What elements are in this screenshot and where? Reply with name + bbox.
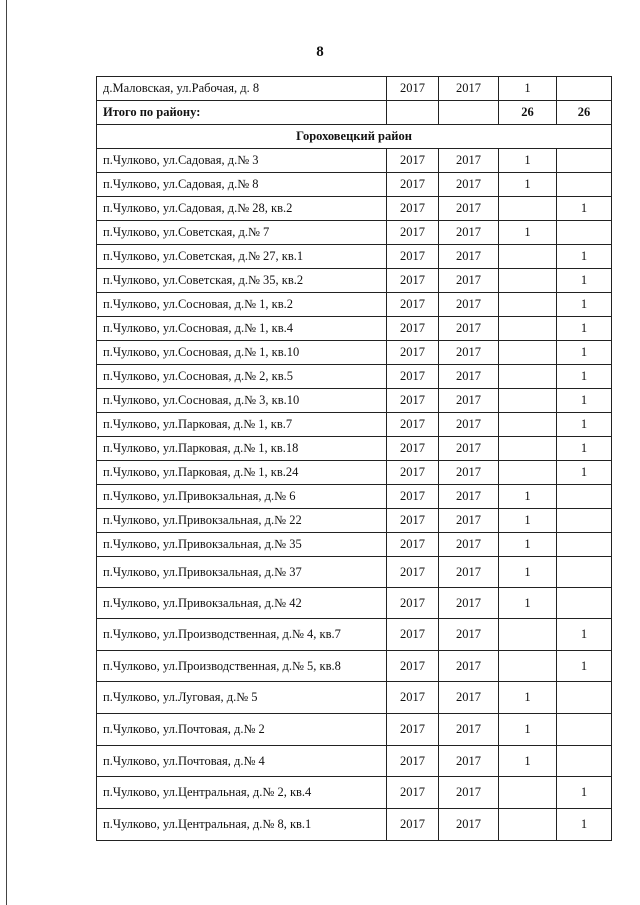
count-a-cell — [499, 365, 557, 389]
table-row — [97, 149, 612, 173]
count-b-cell: 1 — [557, 809, 612, 841]
year-end-cell: 2017 — [439, 746, 499, 777]
section-title: Гороховецкий район — [97, 125, 612, 149]
address-cell: п.Чулково, ул.Садовая, д.№ 8 — [97, 173, 387, 197]
count-a-cell — [499, 197, 557, 221]
year-end-cell: 2017 — [439, 682, 499, 714]
year-start-cell: 2017 — [387, 437, 439, 461]
count-a-cell: 1 — [499, 682, 557, 714]
count-a-cell — [499, 293, 557, 317]
year-end-cell: 2017 — [439, 413, 499, 437]
count-a-cell: 1 — [499, 588, 557, 619]
year-start-cell: 2017 — [387, 269, 439, 293]
address-cell: п.Чулково, ул.Сосновая, д.№ 3, кв.10 — [97, 389, 387, 413]
address-cell: п.Чулково, ул.Центральная, д.№ 2, кв.4 — [97, 777, 387, 809]
table-row — [97, 533, 612, 557]
year-start-cell: 2017 — [387, 389, 439, 413]
count-b-cell: 1 — [557, 269, 612, 293]
table-row — [97, 619, 612, 651]
year-end-cell: 2017 — [439, 809, 499, 841]
count-a-cell — [499, 389, 557, 413]
address-cell: п.Чулково, ул.Сосновая, д.№ 2, кв.5 — [97, 365, 387, 389]
year-start-cell: 2017 — [387, 714, 439, 746]
year-start-cell: 2017 — [387, 341, 439, 365]
year-end-cell: 2017 — [439, 317, 499, 341]
year-start-cell: 2017 — [387, 651, 439, 682]
year-start-cell: 2017 — [387, 293, 439, 317]
table-row — [97, 509, 612, 533]
total-count-b: 26 — [557, 101, 612, 125]
count-a-cell — [499, 651, 557, 682]
year-start-cell: 2017 — [387, 619, 439, 651]
count-b-cell — [557, 221, 612, 245]
count-b-cell — [557, 77, 612, 101]
table-row — [97, 809, 612, 841]
year-start-cell: 2017 — [387, 221, 439, 245]
total-count-a: 26 — [499, 101, 557, 125]
year-end-cell: 2017 — [439, 533, 499, 557]
address-cell: п.Чулково, ул.Сосновая, д.№ 1, кв.4 — [97, 317, 387, 341]
year-end-cell: 2017 — [439, 77, 499, 101]
year-end-cell: 2017 — [439, 389, 499, 413]
count-a-cell — [499, 245, 557, 269]
year-end-cell: 2017 — [439, 365, 499, 389]
year-start-cell: 2017 — [387, 77, 439, 101]
year-end-cell: 2017 — [439, 588, 499, 619]
year-start-cell: 2017 — [387, 588, 439, 619]
year-end-cell: 2017 — [439, 437, 499, 461]
year-start-cell: 2017 — [387, 365, 439, 389]
count-b-cell: 1 — [557, 619, 612, 651]
table-row — [97, 365, 612, 389]
count-a-cell: 1 — [499, 149, 557, 173]
count-b-cell: 1 — [557, 245, 612, 269]
year-start-cell: 2017 — [387, 317, 439, 341]
total-empty-cell — [439, 101, 499, 125]
count-a-cell — [499, 437, 557, 461]
count-b-cell: 1 — [557, 197, 612, 221]
year-end-cell: 2017 — [439, 619, 499, 651]
year-start-cell: 2017 — [387, 485, 439, 509]
count-b-cell — [557, 682, 612, 714]
count-a-cell: 1 — [499, 221, 557, 245]
address-cell: п.Чулково, ул.Привокзальная, д.№ 22 — [97, 509, 387, 533]
year-start-cell: 2017 — [387, 746, 439, 777]
year-end-cell: 2017 — [439, 221, 499, 245]
table-row — [97, 557, 612, 588]
table-row — [97, 777, 612, 809]
table-body — [97, 77, 612, 841]
year-end-cell: 2017 — [439, 173, 499, 197]
address-cell: п.Чулково, ул.Привокзальная, д.№ 37 — [97, 557, 387, 588]
count-a-cell: 1 — [499, 173, 557, 197]
year-end-cell: 2017 — [439, 777, 499, 809]
table-row — [97, 197, 612, 221]
total-label: Итого по району: — [97, 101, 387, 125]
count-b-cell: 1 — [557, 461, 612, 485]
table-row — [97, 317, 612, 341]
year-end-cell: 2017 — [439, 651, 499, 682]
count-b-cell — [557, 714, 612, 746]
year-start-cell: 2017 — [387, 149, 439, 173]
count-b-cell — [557, 173, 612, 197]
table-row — [97, 588, 612, 619]
count-a-cell: 1 — [499, 557, 557, 588]
count-a-cell: 1 — [499, 485, 557, 509]
table-row — [97, 293, 612, 317]
table-row — [97, 341, 612, 365]
count-b-cell — [557, 746, 612, 777]
count-b-cell — [557, 533, 612, 557]
count-a-cell — [499, 777, 557, 809]
year-start-cell: 2017 — [387, 557, 439, 588]
count-a-cell: 1 — [499, 746, 557, 777]
address-cell: п.Чулково, ул.Привокзальная, д.№ 35 — [97, 533, 387, 557]
table-row — [97, 269, 612, 293]
address-cell: д.Маловская, ул.Рабочая, д. 8 — [97, 77, 387, 101]
year-end-cell: 2017 — [439, 485, 499, 509]
count-b-cell: 1 — [557, 293, 612, 317]
address-cell: п.Чулково, ул.Парковая, д.№ 1, кв.24 — [97, 461, 387, 485]
count-a-cell — [499, 341, 557, 365]
address-cell: п.Чулково, ул.Советская, д.№ 27, кв.1 — [97, 245, 387, 269]
year-end-cell: 2017 — [439, 293, 499, 317]
table-row — [97, 714, 612, 746]
year-end-cell: 2017 — [439, 557, 499, 588]
year-start-cell: 2017 — [387, 413, 439, 437]
table-row — [97, 173, 612, 197]
table-row — [97, 461, 612, 485]
address-cell: п.Чулково, ул.Центральная, д.№ 8, кв.1 — [97, 809, 387, 841]
count-a-cell: 1 — [499, 77, 557, 101]
table-row — [97, 651, 612, 682]
year-end-cell: 2017 — [439, 509, 499, 533]
address-cell: п.Чулково, ул.Привокзальная, д.№ 6 — [97, 485, 387, 509]
year-end-cell: 2017 — [439, 461, 499, 485]
count-a-cell — [499, 413, 557, 437]
address-cell: п.Чулково, ул.Привокзальная, д.№ 42 — [97, 588, 387, 619]
address-cell: п.Чулково, ул.Советская, д.№ 35, кв.2 — [97, 269, 387, 293]
year-start-cell: 2017 — [387, 173, 439, 197]
year-end-cell: 2017 — [439, 245, 499, 269]
year-start-cell: 2017 — [387, 461, 439, 485]
count-a-cell — [499, 461, 557, 485]
count-b-cell: 1 — [557, 389, 612, 413]
year-start-cell: 2017 — [387, 533, 439, 557]
address-cell: п.Чулково, ул.Производственная, д.№ 5, кв.8 — [97, 651, 387, 682]
count-a-cell — [499, 809, 557, 841]
table-row — [97, 437, 612, 461]
address-cell: п.Чулково, ул.Производственная, д.№ 4, кв.7 — [97, 619, 387, 651]
year-start-cell: 2017 — [387, 197, 439, 221]
address-cell: п.Чулково, ул.Почтовая, д.№ 4 — [97, 746, 387, 777]
table-row — [97, 245, 612, 269]
count-b-cell — [557, 588, 612, 619]
count-a-cell — [499, 269, 557, 293]
page-number: 8 — [316, 44, 324, 60]
table-row — [97, 389, 612, 413]
table-row — [97, 221, 612, 245]
count-a-cell — [499, 619, 557, 651]
address-cell: п.Чулково, ул.Садовая, д.№ 28, кв.2 — [97, 197, 387, 221]
year-end-cell: 2017 — [439, 714, 499, 746]
count-a-cell: 1 — [499, 533, 557, 557]
count-a-cell: 1 — [499, 714, 557, 746]
count-b-cell: 1 — [557, 341, 612, 365]
address-cell: п.Чулково, ул.Почтовая, д.№ 2 — [97, 714, 387, 746]
table-row — [97, 746, 612, 777]
count-b-cell: 1 — [557, 413, 612, 437]
count-b-cell: 1 — [557, 651, 612, 682]
table-row — [97, 682, 612, 714]
year-start-cell: 2017 — [387, 809, 439, 841]
year-end-cell: 2017 — [439, 269, 499, 293]
year-end-cell: 2017 — [439, 149, 499, 173]
year-start-cell: 2017 — [387, 682, 439, 714]
count-b-cell: 1 — [557, 777, 612, 809]
program-table — [96, 76, 612, 841]
section-header-row — [97, 125, 612, 149]
year-start-cell: 2017 — [387, 509, 439, 533]
count-b-cell — [557, 485, 612, 509]
address-cell: п.Чулково, ул.Советская, д.№ 7 — [97, 221, 387, 245]
address-cell: п.Чулково, ул.Сосновая, д.№ 1, кв.2 — [97, 293, 387, 317]
year-end-cell: 2017 — [439, 341, 499, 365]
address-cell: п.Чулково, ул.Парковая, д.№ 1, кв.7 — [97, 413, 387, 437]
address-cell: п.Чулково, ул.Садовая, д.№ 3 — [97, 149, 387, 173]
table-row — [97, 77, 612, 101]
page-edge-rule — [6, 0, 7, 905]
total-row — [97, 101, 612, 125]
total-empty-cell — [387, 101, 439, 125]
count-b-cell: 1 — [557, 317, 612, 341]
count-b-cell: 1 — [557, 437, 612, 461]
count-b-cell — [557, 557, 612, 588]
count-b-cell — [557, 149, 612, 173]
address-cell: п.Чулково, ул.Сосновая, д.№ 1, кв.10 — [97, 341, 387, 365]
year-start-cell: 2017 — [387, 777, 439, 809]
count-b-cell: 1 — [557, 365, 612, 389]
address-cell: п.Чулково, ул.Луговая, д.№ 5 — [97, 682, 387, 714]
table-row — [97, 413, 612, 437]
address-cell: п.Чулково, ул.Парковая, д.№ 1, кв.18 — [97, 437, 387, 461]
count-a-cell: 1 — [499, 509, 557, 533]
count-b-cell — [557, 509, 612, 533]
table-row — [97, 485, 612, 509]
count-a-cell — [499, 317, 557, 341]
year-end-cell: 2017 — [439, 197, 499, 221]
year-start-cell: 2017 — [387, 245, 439, 269]
